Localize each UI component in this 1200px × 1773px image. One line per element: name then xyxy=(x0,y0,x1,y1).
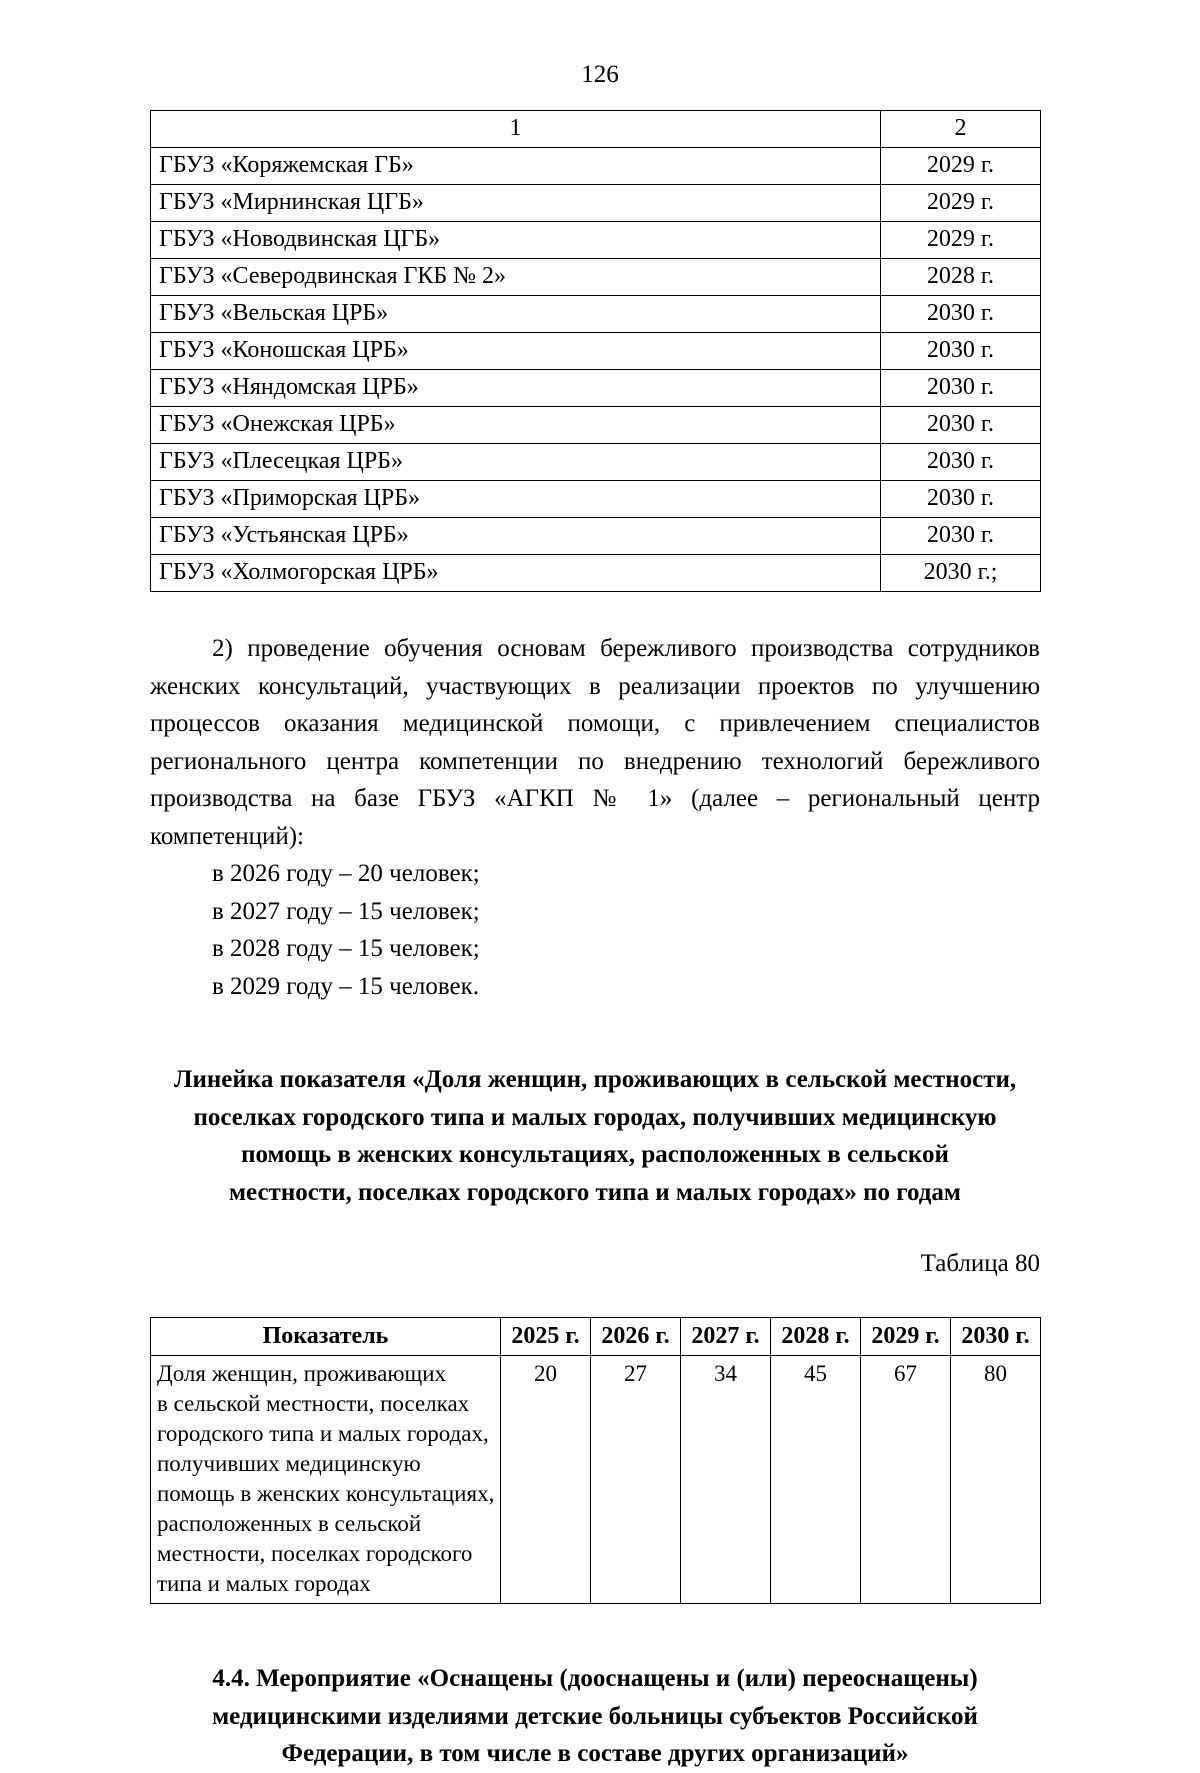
indicator-text-line: городского типа и малых городах, xyxy=(157,1421,489,1446)
cell-organization: ГБУЗ «Няндомская ЦРБ» xyxy=(151,370,881,407)
table-row xyxy=(151,296,1041,333)
indicator-heading-line: помощь в женских консультациях, расположенных в сельской xyxy=(241,1141,949,1168)
cell-organization: ГБУЗ «Плесецкая ЦРБ» xyxy=(151,444,881,481)
indicator-heading-line: Линейка показателя «Доля женщин, проживающих в сельской местности, xyxy=(173,1066,1017,1093)
cell-organization: ГБУЗ «Новодвинская ЦГБ» xyxy=(151,222,881,259)
cell-organization: ГБУЗ «Приморская ЦРБ» xyxy=(151,481,881,518)
table-row xyxy=(151,148,1041,185)
table-continuation-body xyxy=(151,111,1041,592)
indicator-text-line: помощь в женских консультациях, xyxy=(157,1481,495,1506)
cell-year: 2029 г. xyxy=(881,185,1041,222)
cell-organization: ГБУЗ «Мирнинская ЦГБ» xyxy=(151,185,881,222)
spacer xyxy=(150,1211,1040,1249)
indicator-text-line: Доля женщин, проживающих xyxy=(157,1361,447,1386)
cell-organization: ГБУЗ «Устьянская ЦРБ» xyxy=(151,518,881,555)
table-80-head xyxy=(151,1318,1041,1356)
table-row xyxy=(151,407,1041,444)
table-continuation xyxy=(150,110,1041,592)
spacer xyxy=(150,1604,1040,1660)
table-row xyxy=(151,259,1041,296)
cell-indicator-description xyxy=(151,1356,501,1604)
spacer xyxy=(150,592,1040,630)
indicator-text-line: типа и малых городах xyxy=(157,1571,371,1596)
table-row xyxy=(151,370,1041,407)
column-header-2029: 2029 г. xyxy=(861,1318,951,1356)
table-row xyxy=(151,444,1041,481)
cell-organization: ГБУЗ «Холмогорская ЦРБ» xyxy=(151,555,881,592)
table-row-header xyxy=(151,1318,1041,1356)
column-header-2027: 2027 г. xyxy=(681,1318,771,1356)
cell-value-2029: 67 xyxy=(861,1356,951,1604)
cell-year: 2028 г. xyxy=(881,259,1041,296)
table-80-caption: Таблица 80 xyxy=(920,1250,1040,1277)
column-header-2028: 2028 г. xyxy=(771,1318,861,1356)
table-row xyxy=(151,481,1041,518)
column-header-2: 2 xyxy=(881,111,1041,148)
cell-year: 2030 г. xyxy=(881,481,1041,518)
table-row xyxy=(151,518,1041,555)
table-row xyxy=(151,222,1041,259)
column-header-2026: 2026 г. xyxy=(591,1318,681,1356)
indicator-text-line: расположенных в сельской xyxy=(157,1511,422,1536)
cell-value-2028: 45 xyxy=(771,1356,861,1604)
cell-organization: ГБУЗ «Онежская ЦРБ» xyxy=(151,407,881,444)
section-heading-4-4 xyxy=(150,1660,1040,1773)
spacer xyxy=(150,1279,1040,1317)
cell-organization: ГБУЗ «Северодвинская ГКБ № 2» xyxy=(151,259,881,296)
cell-value-2027: 34 xyxy=(681,1356,771,1604)
cell-year: 2030 г.; xyxy=(881,555,1041,592)
cell-year: 2030 г. xyxy=(881,444,1041,481)
enumeration-list xyxy=(150,855,1040,1005)
cell-organization: ГБУЗ «Коряжемская ГБ» xyxy=(151,148,881,185)
cell-year: 2030 г. xyxy=(881,333,1041,370)
spacer xyxy=(150,1005,1040,1061)
paragraph-item-2: 2) проведение обучения основам бережливого производства сотрудников женских консультаций, участвующих в реализации проектов по улучшению процессов оказания медицинской помощи, с привлечением специалистов регионального центра компетенции по внедрению технологий бережливого производства на базе ГБУЗ «АГКП № 1» (далее – региональный центр компетенций): xyxy=(150,635,1040,850)
cell-year: 2029 г. xyxy=(881,148,1041,185)
column-header-indicator: Показатель xyxy=(151,1318,501,1356)
table-row xyxy=(151,1356,1041,1604)
list-item: в 2028 году – 15 человек; xyxy=(212,935,480,962)
list-item: в 2026 году – 20 человек; xyxy=(212,860,480,887)
indicator-text-line: в сельской местности, поселках xyxy=(157,1391,470,1416)
cell-organization: ГБУЗ «Вельская ЦРБ» xyxy=(151,296,881,333)
table-80-body xyxy=(151,1356,1041,1604)
table-80 xyxy=(150,1317,1041,1604)
page-content xyxy=(150,110,1040,1773)
cell-value-2026: 27 xyxy=(591,1356,681,1604)
cell-year: 2030 г. xyxy=(881,370,1041,407)
column-header-1: 1 xyxy=(151,111,881,148)
section-heading-line: 4.4. Мероприятие «Оснащены (дооснащены и (или) переоснащены) xyxy=(212,1665,978,1692)
section-heading-line: медицинскими изделиями детские больницы субъектов Российской xyxy=(212,1702,978,1730)
cell-value-2025: 20 xyxy=(501,1356,591,1604)
table-row xyxy=(151,333,1041,370)
section-heading-line: Федерации, в том числе в составе других организаций» xyxy=(281,1740,909,1767)
indicator-text-line: местности, поселках городского xyxy=(157,1541,473,1566)
indicator-heading xyxy=(150,1061,1040,1211)
cell-year: 2030 г. xyxy=(881,407,1041,444)
cell-year: 2030 г. xyxy=(881,296,1041,333)
list-item: в 2029 году – 15 человек. xyxy=(212,972,479,1000)
table-row-header xyxy=(151,111,1041,148)
table-row xyxy=(151,555,1041,592)
cell-year: 2029 г. xyxy=(881,222,1041,259)
table-row xyxy=(151,185,1041,222)
cell-value-2030: 80 xyxy=(951,1356,1041,1604)
cell-year: 2030 г. xyxy=(881,518,1041,555)
column-header-2025: 2025 г. xyxy=(501,1318,591,1356)
indicator-text-line: получивших медицинскую xyxy=(157,1451,421,1476)
list-item: в 2027 году – 15 человек; xyxy=(212,897,480,925)
indicator-heading-line: поселках городского типа и малых городах, получивших медицинскую xyxy=(193,1103,997,1131)
column-header-2030: 2030 г. xyxy=(951,1318,1041,1356)
cell-organization: ГБУЗ «Коношская ЦРБ» xyxy=(151,333,881,370)
page-number: 126 xyxy=(581,61,619,88)
indicator-heading-line: местности, поселках городского типа и малых городах» по годам xyxy=(229,1178,961,1206)
